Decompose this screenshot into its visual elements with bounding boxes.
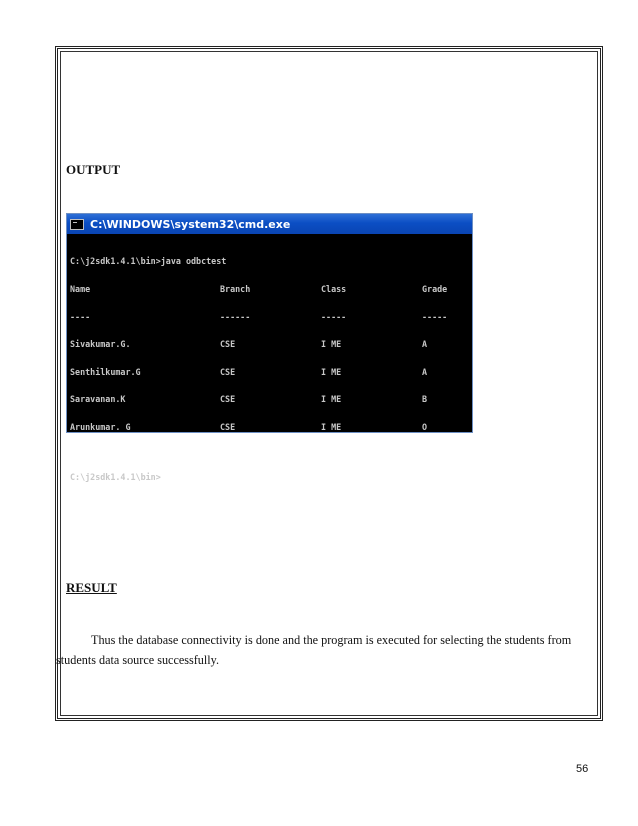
cmd-blank-line [70,451,469,455]
row-class: I ME [321,366,342,377]
cmd-table-row [70,395,469,404]
cmd-window-icon [70,219,84,230]
row-name: Arunkumar. G [70,421,131,432]
row-name: Saravanan.K [70,394,126,405]
row-grade: O [422,421,428,432]
underline-name: ---- [70,311,91,322]
cmd-prompt-line: C:\j2sdk1.4.1\bin> [70,471,161,482]
row-branch: CSE [220,339,236,350]
row-name: Senthilkumar.G [70,366,141,377]
cmd-window-title: C:\WINDOWS\system32\cmd.exe [90,217,291,231]
row-class: I ME [321,394,342,405]
row-branch: CSE [220,394,236,405]
row-class: I ME [321,339,342,350]
cmd-console-output [67,234,472,501]
header-branch: Branch [220,284,251,294]
result-paragraph [56,630,586,670]
header-class: Class [321,284,347,294]
row-branch: CSE [220,421,236,432]
underline-grade: ----- [422,311,448,322]
cmd-command-line: C:\j2sdk1.4.1\bin>java odbctest [70,256,227,267]
header-grade: Grade [422,284,448,294]
page-number: 56 [576,763,589,775]
cmd-table-underline [70,313,469,322]
result-heading: RESULT [66,580,117,595]
underline-branch: ------ [220,311,251,322]
output-heading: OUTPUT [66,162,121,177]
row-branch: CSE [220,366,236,377]
row-class: I ME [321,421,342,432]
row-grade: A [422,366,428,377]
cmd-table-header [70,285,469,294]
underline-class: ----- [321,311,347,322]
row-name: Sivakumar.G. [70,339,131,350]
row-grade: B [422,394,428,405]
cmd-table-row [70,368,469,377]
row-grade: A [422,339,428,350]
cmd-titlebar [67,214,472,234]
cmd-table-row [70,423,469,432]
result-paragraph-text: Thus the database connectivity is done and the program is executed for selecting the students from students data source successfully. [56,633,572,667]
cmd-table-row [70,340,469,349]
cmd-window-screenshot [66,213,473,482]
header-name: Name [70,284,91,294]
